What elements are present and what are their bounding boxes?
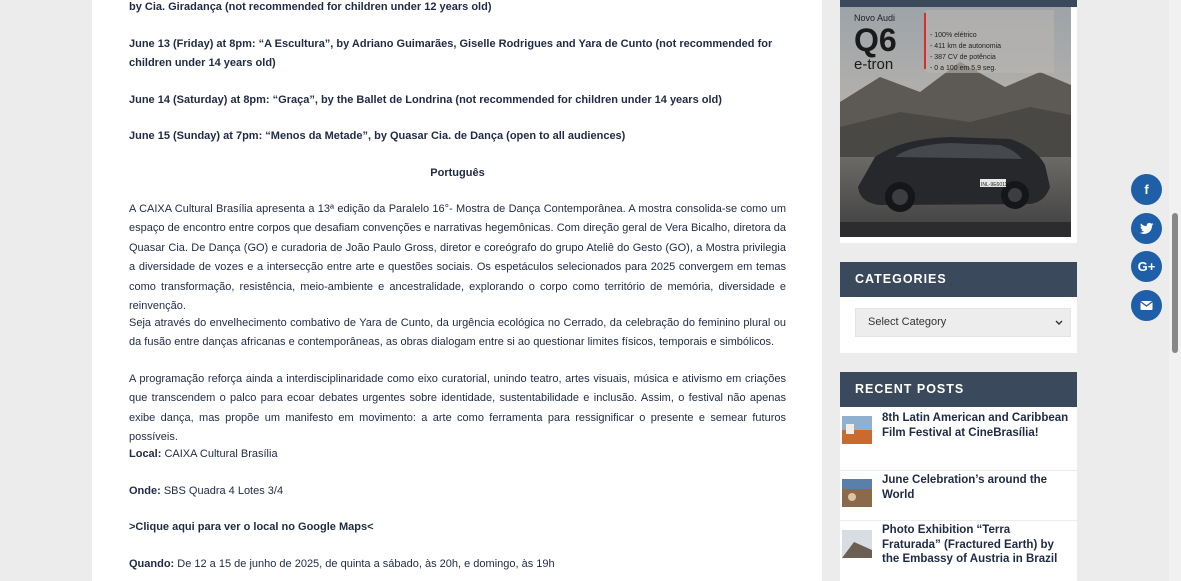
sidebar [840,0,1077,581]
ad-spec-4: - 0 a 100 em 5,9 seg. [930,65,997,72]
twitter-icon [1131,213,1162,244]
quando-value: De 12 a 15 de junho de 2025, de quinta a sábado, às 20h, e domingo, às 19h [174,558,555,570]
paragraph-intro: A CAIXA Cultural Brasília apresenta a 13ª edição da Paralelo 16°- Mostra de Dança Contemporânea. A mostra consolida-se como um espaço de encontro entre corpos que desafiam convenções e narrativas hegemônicas. Com direção geral de Vera Bicalho, diretora da Quasar Cia. De Dança (GO) e curadoria de João Paulo Gross, diretor e coreógrafo do grupo Ateliê do Gesto (GO), a Mostra privilegia a diversidade de vozes e a intersecção entre arte e questões sociais. Os espetáculos selecionados para 2025 convergem em temas como transformação, resistência, meio-ambiente e ancestralidade, explorando o corpo como território de memória, diversidade e reinvenção. [129,203,786,313]
onde-label: Onde: [129,485,161,497]
recent-posts-widget [840,372,1077,581]
post-title[interactable]: 8th Latin American and Caribbean Film Festival at CineBrasília! [882,412,1069,439]
categories-widget [840,262,1077,353]
post-thumbnail [842,416,872,444]
article-content [92,0,822,581]
audi-ad-image [840,7,1071,237]
paragraph-themes: Seja através do envelhecimento combativo de Yara de Cunto, da urgência ecológica no Cerrado, da celebração do feminino plural ou da fusão entre danças africanas e contemporâneas, as obras dialogam entre si ao questionar limites físicos, temporais e simbólicos. [129,317,786,349]
category-select-value: Select Category [868,316,947,328]
paragraph-program: A programação reforça ainda a interdisciplinaridade como eixo curatorial, unindo teatro, artes visuais, música e ativismo em criações que transcendem o palco para ecoar debates urgentes sobre identidade, sustentabilidade e inclusão. Assim, o festival não apenas exibe dança, mas propõe um manifesto em movimento: a arte como ferramenta para ressignificar o presente e semear futuros possíveis. [129,373,786,444]
ad-variant: e-tron [854,56,894,73]
audi-ad-banner[interactable] [840,7,1071,237]
chevron-down-icon [1054,309,1064,347]
local-label: Local: [129,448,162,460]
recent-post-item[interactable] [840,520,1077,581]
google-maps-link[interactable]: >Clique aqui para ver o local no Google Maps< [129,521,374,533]
local-line [129,445,786,464]
ad-spec-1: - 100% elétrico [930,32,977,39]
facebook-icon: f [1144,182,1149,197]
schedule-line-june-12: by Cia. Giradança (not recommended for children under 12 years old) [129,1,492,13]
schedule-line-june-14: June 14 (Saturday) at 8pm: “Graça”, by the Ballet de Londrina (not recommended for children under 14 years old) [129,94,722,106]
post-thumbnail [842,479,872,507]
email-icon [1131,290,1162,321]
scrollbar-thumb[interactable] [1172,213,1178,353]
onde-line [129,482,786,501]
categories-title: CATEGORIES [840,262,1077,297]
ad-model: Q6 [854,22,897,58]
ad-widget [840,0,1077,243]
ad-spec-2: - 411 km de autonomia [930,43,1002,50]
recent-post-item[interactable] [840,470,1077,520]
googleplus-icon: G+ [1137,259,1156,274]
local-value: CAIXA Cultural Brasília [161,448,278,460]
category-select[interactable] [855,308,1071,337]
schedule-line-june-15: June 15 (Sunday) at 7pm: “Menos da Metade”, by Quasar Cia. de Dança (open to all audiences) [129,130,626,142]
section-heading-portugues: Português [430,167,485,179]
email-share-button[interactable] [1131,290,1162,321]
ad-plate: INL-9E6011 [981,182,1008,188]
schedule-line-june-13: June 13 (Friday) at 8pm: “A Escultura”, by Adriano Guimarães, Giselle Rodrigues and Yara de Cunto (not recommended for children under 14 years old) [129,38,773,70]
googleplus-share-button[interactable] [1131,251,1162,282]
onde-value: SBS Quadra 4 Lotes 3/4 [160,485,284,497]
post-thumbnail [842,530,872,558]
ad-spec-3: - 387 CV de potência [930,54,996,61]
quando-label: Quando: [129,558,175,570]
twitter-share-button[interactable] [1131,213,1162,244]
recent-posts-title: RECENT POSTS [840,372,1077,407]
facebook-share-button[interactable] [1131,174,1162,205]
page-scrollbar[interactable] [1169,0,1181,581]
quando-line [129,555,786,574]
post-title[interactable]: Photo Exhibition “Terra Fraturada” (Fractured Earth) by the Embassy of Austria in Brazil [882,524,1058,565]
recent-post-item[interactable] [840,407,1077,470]
ad-top-bar [840,0,1077,7]
ad-brand: Novo Audi [854,13,896,23]
post-title[interactable]: June Celebration’s around the World [882,474,1048,501]
